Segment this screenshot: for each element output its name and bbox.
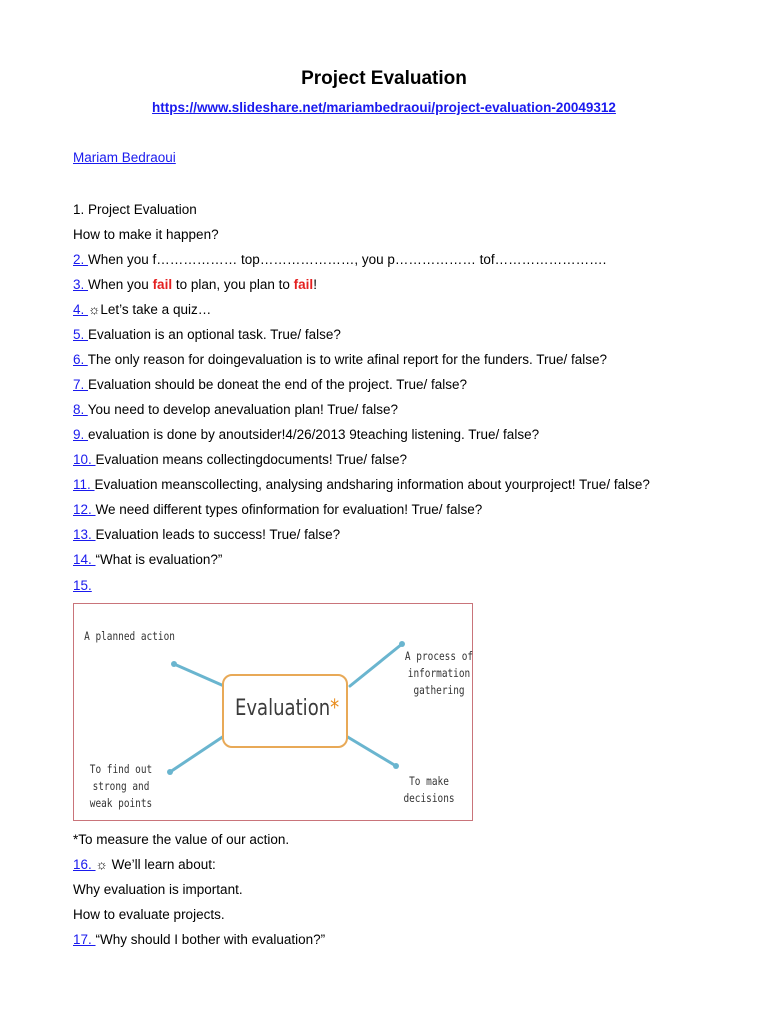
list-item — [73, 251, 606, 269]
item-text: “What is evaluation?” — [95, 552, 223, 567]
author-link[interactable]: Mariam Bedraoui — [73, 150, 176, 165]
item-text: When you f……………… top…………………, you p……………… tof……………………. — [88, 252, 607, 267]
list-item — [73, 301, 211, 319]
item-number-link[interactable]: 5. — [73, 327, 89, 342]
list-item — [73, 551, 222, 569]
evaluation-center-box — [222, 674, 348, 748]
item-text: When you — [88, 277, 153, 292]
item-number-link[interactable]: 8. — [73, 402, 88, 417]
label-information-gathering: A process of information gathering — [404, 649, 474, 697]
item-text: How to evaluate projects. — [73, 907, 225, 922]
list-item — [73, 451, 407, 469]
item-text: 1. Project Evaluation — [73, 202, 197, 217]
item-text: Evaluation is an optional task. True/ false? — [88, 327, 341, 342]
list-item — [73, 226, 219, 244]
item-text: ☼ We’ll learn about: — [95, 857, 216, 872]
item-text: Why evaluation is important. — [73, 882, 243, 897]
list-item — [73, 501, 482, 519]
connector-bottom-right — [346, 736, 396, 766]
connector-top-right — [350, 644, 402, 686]
item-text: *To measure the value of our action. — [73, 832, 290, 847]
item-number-link[interactable]: 17. — [73, 932, 96, 947]
item-number-link[interactable]: 7. — [73, 377, 89, 392]
list-item — [73, 881, 243, 899]
item-number-link[interactable]: 12. — [73, 502, 96, 517]
item-text: to plan, you plan to — [172, 277, 294, 292]
list-item — [73, 426, 539, 444]
list-item — [73, 526, 340, 544]
source-link[interactable]: https://www.slideshare.net/mariambedraoui/project-evaluation-20049312 — [152, 100, 616, 115]
item-number-link[interactable]: 10. — [73, 452, 96, 467]
item-number-link[interactable]: 4. — [73, 302, 89, 317]
item-text: We need different types ofinformation for evaluation! True/ false? — [95, 502, 483, 517]
item-text: The only reason for doingevaluation is to write afinal report for the funders. True/ false? — [87, 352, 608, 367]
item-text: “Why should I bother with evaluation?” — [95, 932, 326, 947]
list-item — [73, 376, 467, 394]
item-text: Evaluation leads to success! True/ false? — [95, 527, 341, 542]
evaluation-center-label: Evaluation* — [234, 696, 340, 721]
page-title: Project Evaluation — [301, 68, 467, 89]
list-item — [73, 276, 317, 294]
item-number-link[interactable]: 15. — [73, 578, 92, 593]
item-number-link[interactable]: 11. — [73, 477, 95, 492]
highlight-word: fail — [293, 277, 314, 292]
item-text: Evaluation should be doneat the end of the project. True/ false? — [88, 377, 468, 392]
item-number-link[interactable]: 2. — [73, 252, 89, 267]
list-item — [73, 856, 216, 874]
label-make-decisions: To make decisions — [403, 774, 455, 805]
label-planned-action: A planned action — [84, 629, 175, 643]
item-text: evaluation is done by anoutsider!4/26/2013 9teaching listening. True/ false? — [88, 427, 540, 442]
list-item — [73, 201, 197, 219]
item-number-link[interactable]: 6. — [73, 352, 88, 367]
item-text: Evaluation meanscollecting, analysing andsharing information about yourproject! True/ false? — [94, 477, 650, 492]
list-item — [73, 831, 289, 849]
list-item — [73, 326, 341, 344]
connector-top-left — [174, 664, 224, 686]
item-number-link[interactable]: 3. — [73, 277, 89, 292]
item-text: How to make it happen? — [73, 227, 219, 242]
item-number-link[interactable]: 9. — [73, 427, 89, 442]
highlight-word: fail — [152, 277, 173, 292]
label-strong-weak-points: To find out strong and weak points — [89, 762, 153, 810]
item-number-link[interactable]: 16. — [73, 857, 96, 872]
list-item — [73, 577, 92, 595]
evaluation-diagram — [73, 603, 473, 821]
item-text: Evaluation means collectingdocuments! True/ false? — [95, 452, 407, 467]
list-item — [73, 476, 650, 494]
item-number-link[interactable]: 13. — [73, 527, 96, 542]
list-item — [73, 351, 607, 369]
item-text: ! — [313, 277, 317, 292]
item-number-link[interactable]: 14. — [73, 552, 96, 567]
list-item — [73, 931, 325, 949]
item-text: You need to develop anevaluation plan! True/ false? — [87, 402, 399, 417]
list-item — [73, 906, 225, 924]
list-item — [73, 401, 398, 419]
item-text: ☼Let’s take a quiz… — [88, 302, 212, 317]
connector-bottom-left — [170, 736, 224, 772]
